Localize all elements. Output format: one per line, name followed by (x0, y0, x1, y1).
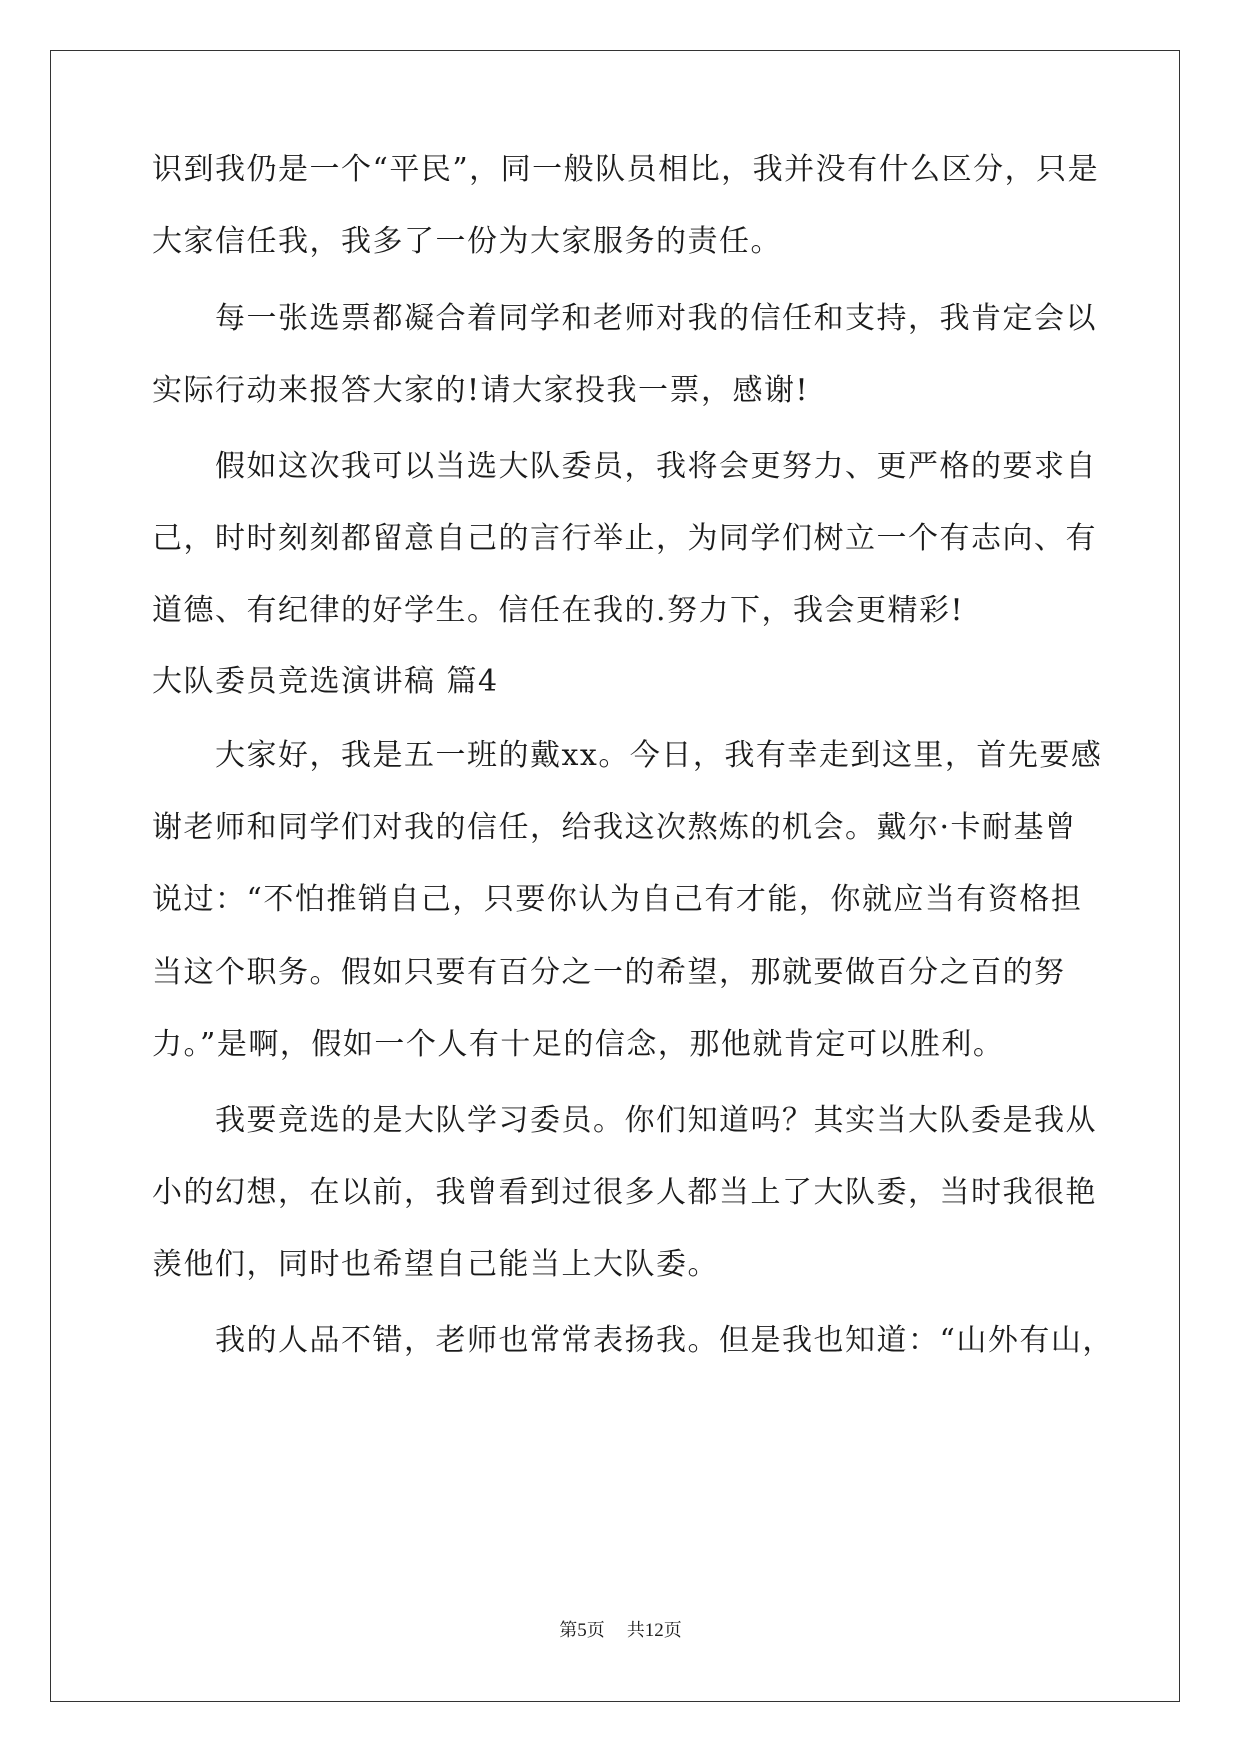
page-total: 12 (644, 1620, 664, 1641)
text-line: 力。”是啊，假如一个人有十足的信念，那他就肯定可以胜利。 (152, 1027, 1005, 1062)
text-line: 小的幻想，在以前，我曾看到过很多人都当上了大队委，当时我很艳 (152, 1175, 1097, 1210)
text-line: 己，时时刻刻都留意自己的言行举止，为同学们树立一个有志向、有 (152, 521, 1097, 556)
paragraph-start: 大家好，我是五一班的戴xx。今日，我有幸走到这里，首先要感 (215, 738, 1103, 773)
page-footer (0, 1619, 1241, 1643)
paragraph-start: 我的人品不错，老师也常常表扬我。但是我也知道：“山外有山， (215, 1323, 1114, 1358)
page-suffix: 页 (586, 1620, 605, 1641)
page-number: 5 (577, 1620, 587, 1641)
paragraph-start: 假如这次我可以当选大队委员，我将会更努力、更严格的要求自 (215, 449, 1097, 484)
text-line: 当这个职务。假如只要有百分之一的希望，那就要做百分之百的努 (152, 955, 1066, 990)
text-line: 识到我仍是一个“平民”，同一般队员相比，我并没有什么区分，只是 (152, 152, 1100, 187)
text-line: 道德、有纪律的好学生。信任在我的.努力下，我会更精彩! (152, 593, 965, 628)
paragraph-start: 每一张选票都凝合着同学和老师对我的信任和支持，我肯定会以 (215, 301, 1097, 336)
text-line: 羡他们，同时也希望自己能当上大队委。 (152, 1247, 719, 1282)
total-suffix: 页 (663, 1620, 682, 1641)
paragraph-start: 我要竞选的是大队学习委员。你们知道吗？其实当大队委是我从 (215, 1103, 1097, 1138)
text-line: 实际行动来报答大家的!请大家投我一票，感谢! (152, 373, 810, 408)
total-prefix: 共 (626, 1620, 645, 1641)
section-heading: 大队委员竞选演讲稿 篇4 (152, 664, 499, 699)
text-line: 大家信任我，我多了一份为大家服务的责任。 (152, 224, 782, 259)
page-border (50, 50, 1180, 1702)
text-line: 谢老师和同学们对我的信任，给我这次熬炼的机会。戴尔·卡耐基曾 (152, 810, 1077, 845)
page-prefix: 第 (559, 1620, 578, 1641)
text-line: 说过：“不怕推销自己，只要你认为自己有才能，你就应当有资格担 (152, 882, 1083, 917)
